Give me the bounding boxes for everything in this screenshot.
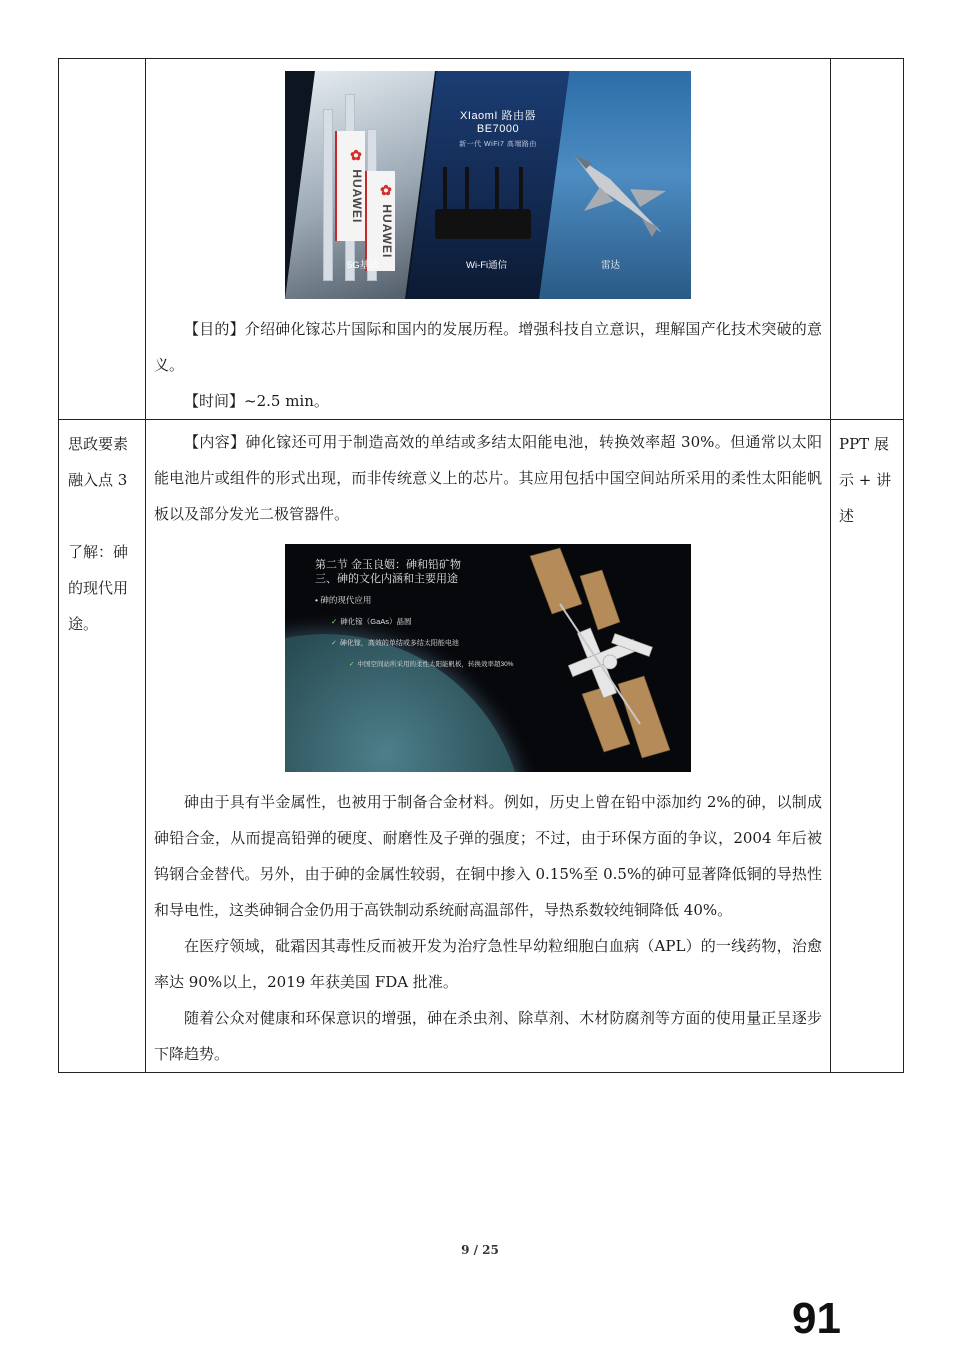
table-row xyxy=(59,59,904,420)
check-icon: ✓ xyxy=(331,640,337,647)
purpose-text: 【目的】介绍砷化镓芯片国际和国内的发展历程。增强科技自立意识，理解国产化技术突破的意义。 xyxy=(154,320,822,374)
teaching-method-text: PPT 展示 + 讲述 xyxy=(839,435,892,525)
router-brand-text: XIaomI 路由器 BE7000 新一代 WiFi7 高端路由 xyxy=(459,110,537,148)
slide-bullet: ✓ 砷化镓（GaAs）晶圆 xyxy=(331,617,412,626)
left-cell xyxy=(59,420,146,1073)
medical-paragraph: 在医疗领域，砒霜因其毒性反而被开发为治疗急性早幼粒细胞白血病（APL）的一线药物，治愈率达 90%以上，2019 年获美国 FDA 批准。 xyxy=(154,937,822,991)
page-number: 91 xyxy=(792,1294,841,1343)
space-station-image xyxy=(520,544,691,772)
slide-bullet: • 砷的现代应用 xyxy=(315,595,372,605)
slide-bullet: ✓ 中国空间站所采用的柔性太阳能帆板，转换效率超30% xyxy=(349,661,514,668)
slide-title: 第二节 金玉良姻：砷和铅矿物 三、砷的文化内涵和主要用途 xyxy=(315,559,462,585)
time-text: 【时间】~2.5 min。 xyxy=(184,392,329,410)
huawei-banner: ✿ HUAWEI xyxy=(335,131,365,241)
method-cell xyxy=(831,420,904,1073)
content-cell xyxy=(146,59,831,420)
usage-trend-paragraph: 随着公众对健康和环保意识的增强，砷在杀虫剂、除草剂、木材防腐剂等方面的使用量正呈逐步下降趋势。 xyxy=(154,1009,822,1063)
huawei-banner: ✿ HUAWEI xyxy=(365,171,395,271)
ppt-slide-arsenic-uses xyxy=(285,544,691,772)
check-icon: ✓ xyxy=(349,661,355,668)
router-image xyxy=(435,209,531,239)
slide-bullet: ✓ 砷化镓，高效的单结或多结太阳能电池 xyxy=(331,640,459,647)
fighter-jet-image xyxy=(570,149,674,239)
earth-image xyxy=(285,634,525,772)
content-text: 【内容】砷化镓还可用于制造高效的单结或多结太阳能电池，转换效率超 30%。但通常以太阳能电池片或组件的形式出现，而非传统意义上的芯片。其应用包括中国空间站所采用的柔性太阳能帆板以及部分发光二极管器件。 xyxy=(154,433,822,523)
lesson-plan-table xyxy=(58,58,904,1073)
caption-5g: 5G基站 xyxy=(347,260,379,271)
table-row xyxy=(59,420,904,1073)
right-cell-empty xyxy=(831,59,904,420)
alloy-paragraph: 砷由于具有半金属性，也被用于制备合金材料。例如，历史上曾在铅中添加约 2%的砷，以制成砷铅合金，从而提高铅弹的硬度、耐磨性及子弹的强度；不过，由于环保方面的争议，2004 年后被钨钢合金替代。另外，由于砷的金属性较弱，在铜中掺入 0.15%至 0.5%的砷可显著降低铜的导热性和导电性，这类砷铜合金仍用于高铁制动系统耐高温部件，导热系数较纯铜降低 40%。 xyxy=(154,793,822,919)
ideology-point-label: 思政要素融入点 3 xyxy=(68,435,129,489)
topic-label: 了解：砷的现代用途。 xyxy=(68,543,129,633)
page-indicator: 9 / 25 xyxy=(461,1243,499,1257)
content-cell xyxy=(146,420,831,1073)
caption-radar: 雷达 xyxy=(601,260,621,271)
caption-wifi: Wi-Fi通信 xyxy=(466,260,508,271)
ppt-slide-gaas-applications xyxy=(285,71,691,299)
left-cell-empty xyxy=(59,59,146,420)
check-icon: ✓ xyxy=(331,617,338,626)
